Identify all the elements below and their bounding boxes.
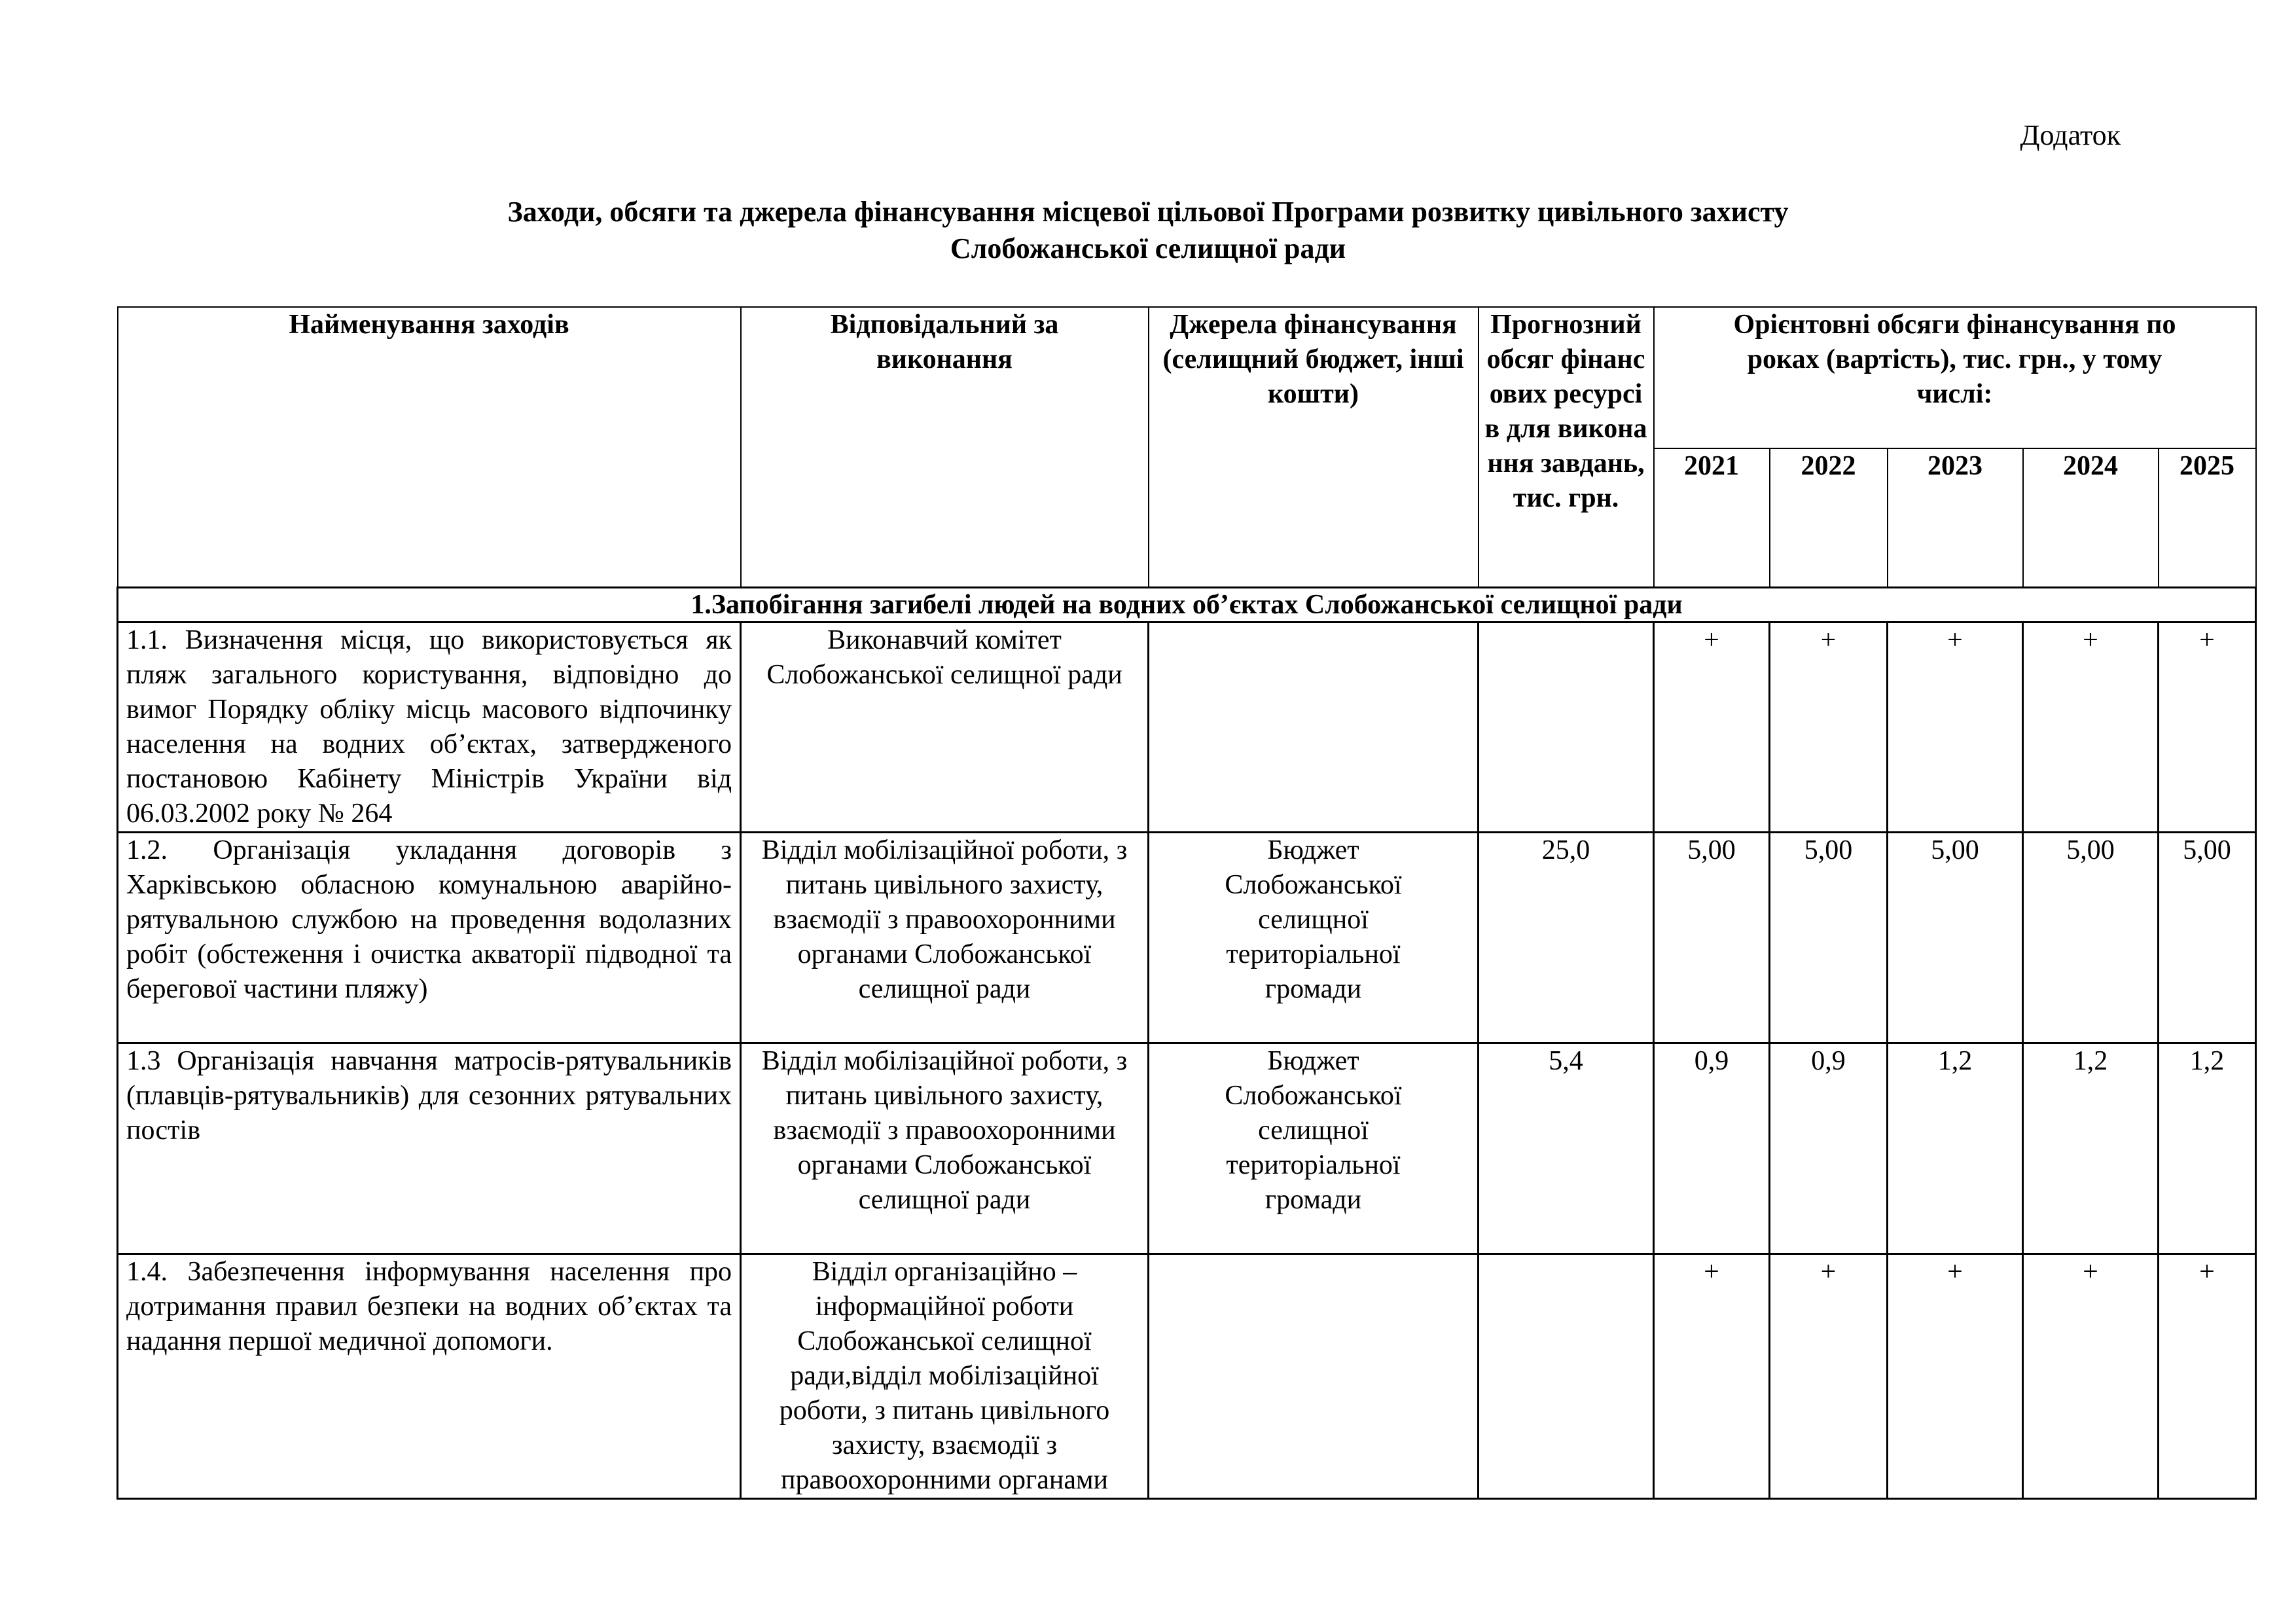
header-year: 2022 (1770, 448, 1888, 587)
source-cell (1149, 1254, 1479, 1498)
table-row (118, 832, 2256, 1043)
value-cell: + (2023, 622, 2159, 832)
value-cell: + (2159, 622, 2256, 832)
header-indicative: Орієнтовні обсяги фінансування по роках (вартість), тис. грн., у тому числі: (1654, 307, 2256, 448)
value-cell: 5,00 (2023, 832, 2159, 1043)
title-line-2: Слобожанської селищної ради (950, 232, 1346, 264)
header-sources: Джерела фінансування (селищний бюджет, інші кошти) (1149, 307, 1479, 587)
value-cell: + (2023, 1254, 2159, 1498)
value-cell: + (1888, 1254, 2023, 1498)
value-cell: + (1654, 1254, 1770, 1498)
value-cell: 0,9 (1770, 1043, 1888, 1254)
header-year: 2023 (1888, 448, 2023, 587)
value-cell: + (2159, 1254, 2256, 1498)
document-title (0, 194, 2296, 267)
header-year: 2021 (1654, 448, 1770, 587)
title-line-1: Заходи, обсяги та джерела фінансування місцевої цільової Програми розвитку цивільного захисту (507, 196, 1789, 228)
responsible-cell: Відділ мобілізаційної роботи, з питань цивільного захисту, взаємодії з правоохоронними органами Слобожанської селищної ради (741, 832, 1149, 1043)
value-cell: 1,2 (2159, 1043, 2256, 1254)
forecast-cell: 25,0 (1479, 832, 1654, 1043)
source-cell (1149, 622, 1479, 832)
measure-cell: 1.3 Організація навчання матросів-рятувальників (плавців-рятувальників) для сезонних рятувальних постів (118, 1043, 741, 1254)
responsible-cell: Відділ мобілізаційної роботи, з питань цивільного захисту, взаємодії з правоохоронними органами Слобожанської селищної ради (741, 1043, 1149, 1254)
header-year: 2024 (2023, 448, 2159, 587)
table-row (118, 1043, 2256, 1254)
value-cell: + (1770, 622, 1888, 832)
appendix-label: Додаток (2020, 119, 2121, 151)
value-cell: + (1654, 622, 1770, 832)
value-cell: 5,00 (1888, 832, 2023, 1043)
header-measures: Найменування заходів (118, 307, 741, 587)
value-cell: 5,00 (2159, 832, 2256, 1043)
table-row (118, 622, 2256, 832)
responsible-cell: Виконавчий комітет Слобожанської селищної ради (741, 622, 1149, 832)
header-responsible: Відповідальний за виконання (741, 307, 1149, 587)
responsible-cell: Відділ організаційно – інформаційної роботи Слобожанської селищної ради,відділ мобілізаційної роботи, з питань цивільного захисту, взаємодії з правоохоронними органами (741, 1254, 1149, 1498)
value-cell: 1,2 (1888, 1043, 2023, 1254)
table-row (118, 1254, 2256, 1498)
financing-table (117, 306, 2257, 1500)
source-cell: Бюджет Слобожанської селищної територіальної громади (1149, 1043, 1479, 1254)
value-cell: 5,00 (1654, 832, 1770, 1043)
section-heading: 1.Запобігання загибелі людей на водних об’єктах Слобожанської селищної ради (118, 587, 2256, 622)
source-cell: Бюджет Слобожанської селищної територіальної громади (1149, 832, 1479, 1043)
header-forecast: Прогнозний обсяг фінансових ресурсів для виконання завдань, тис. грн. (1479, 307, 1654, 587)
value-cell: 0,9 (1654, 1043, 1770, 1254)
header-year: 2025 (2159, 448, 2256, 587)
forecast-cell (1479, 622, 1654, 832)
measure-cell: 1.4. Забезпечення інформування населення про дотримання правил безпеки на водних об’єктах та надання першої медичної допомоги. (118, 1254, 741, 1498)
measure-cell: 1.2. Організація укладання договорів з Харківською обласною комунальною аварійно-рятувальною службою на проведення водолазних робіт (обстеження і очистка акваторії підводної та берегової частини пляжу) (118, 832, 741, 1043)
forecast-cell (1479, 1254, 1654, 1498)
value-cell: + (1770, 1254, 1888, 1498)
value-cell: 5,00 (1770, 832, 1888, 1043)
measure-cell: 1.1. Визначення місця, що використовується як пляж загального користування, відповідно до вимог Порядку обліку місць масового відпочинку населення на водних об’єктах, затвердженого постановою Кабінету Міністрів України від 06.03.2002 року № 264 (118, 622, 741, 832)
forecast-cell: 5,4 (1479, 1043, 1654, 1254)
value-cell: + (1888, 622, 2023, 832)
value-cell: 1,2 (2023, 1043, 2159, 1254)
